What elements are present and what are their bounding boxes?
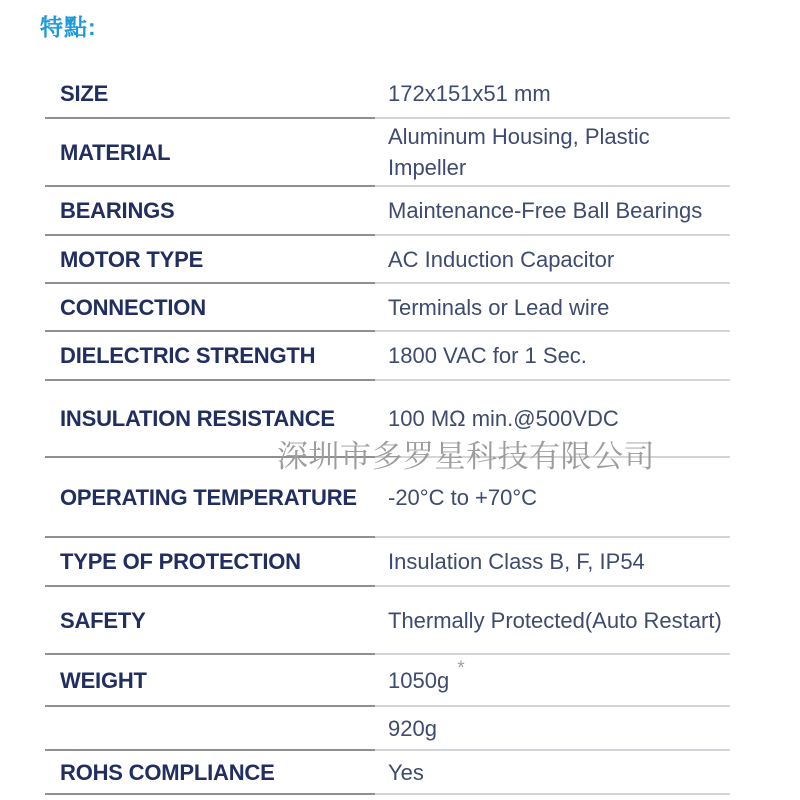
table-row — [45, 707, 730, 751]
spec-value-text: AC Induction Capacitor — [388, 246, 615, 272]
spec-value-text: Aluminum Housing, Plastic Impeller — [388, 124, 650, 180]
spec-label: TYPE OF PROTECTION — [45, 538, 375, 587]
table-row — [45, 751, 730, 795]
table-row — [45, 70, 730, 119]
table-row — [45, 187, 730, 236]
spec-value — [375, 538, 730, 587]
spec-value-text: Terminals or Lead wire — [388, 294, 610, 320]
spec-value — [375, 458, 730, 538]
spec-value — [375, 119, 730, 187]
table-row — [45, 381, 730, 458]
table-row — [45, 284, 730, 332]
features-heading: 特點: — [40, 14, 97, 40]
footnote-asterisk: * — [457, 658, 465, 679]
spec-table — [45, 70, 730, 795]
spec-value-text: 100 MΩ min.@500VDC — [388, 406, 619, 431]
table-row — [45, 538, 730, 587]
table-row — [45, 458, 730, 538]
spec-label — [45, 707, 375, 751]
spec-value-text: Maintenance-Free Ball Bearings — [388, 198, 703, 223]
spec-value — [375, 655, 730, 707]
spec-value — [375, 236, 730, 284]
spec-value — [375, 707, 730, 751]
spec-label: ROHS COMPLIANCE — [45, 751, 375, 795]
spec-value-text: Insulation Class B, F, IP54 — [388, 549, 645, 574]
spec-value-text: Thermally Protected(Auto Restart) — [388, 607, 722, 633]
spec-label: CONNECTION — [45, 284, 375, 332]
spec-value — [375, 381, 730, 458]
spec-value-text: -20°C to +70°C — [388, 484, 538, 510]
spec-value-text: 172x151x51 mm — [388, 81, 551, 106]
spec-value — [375, 751, 730, 795]
spec-value-text: Yes — [388, 759, 424, 785]
spec-label: WEIGHT — [45, 655, 375, 707]
table-row — [45, 332, 730, 381]
spec-label: DIELECTRIC STRENGTH — [45, 332, 375, 381]
table-row — [45, 119, 730, 187]
table-row — [45, 587, 730, 655]
spec-value — [375, 587, 730, 655]
watermark: 深圳市多罗星科技有限公司 — [277, 439, 655, 474]
spec-label: MATERIAL — [45, 119, 375, 187]
spec-value-text: 1050g — [388, 667, 450, 693]
table-row — [45, 655, 730, 707]
spec-label: BEARINGS — [45, 187, 375, 236]
spec-label: INSULATION RESISTANCE — [45, 381, 375, 458]
spec-label: SIZE — [45, 70, 375, 119]
spec-value-text: 920g — [388, 715, 437, 741]
spec-value — [375, 70, 730, 119]
spec-label: MOTOR TYPE — [45, 236, 375, 284]
spec-value-text: 1800 VAC for 1 Sec. — [388, 343, 587, 368]
table-row — [45, 236, 730, 284]
spec-value — [375, 284, 730, 332]
spec-value — [375, 187, 730, 236]
spec-label: SAFETY — [45, 587, 375, 655]
spec-value — [375, 332, 730, 381]
spec-label: OPERATING TEMPERATURE — [45, 458, 375, 538]
